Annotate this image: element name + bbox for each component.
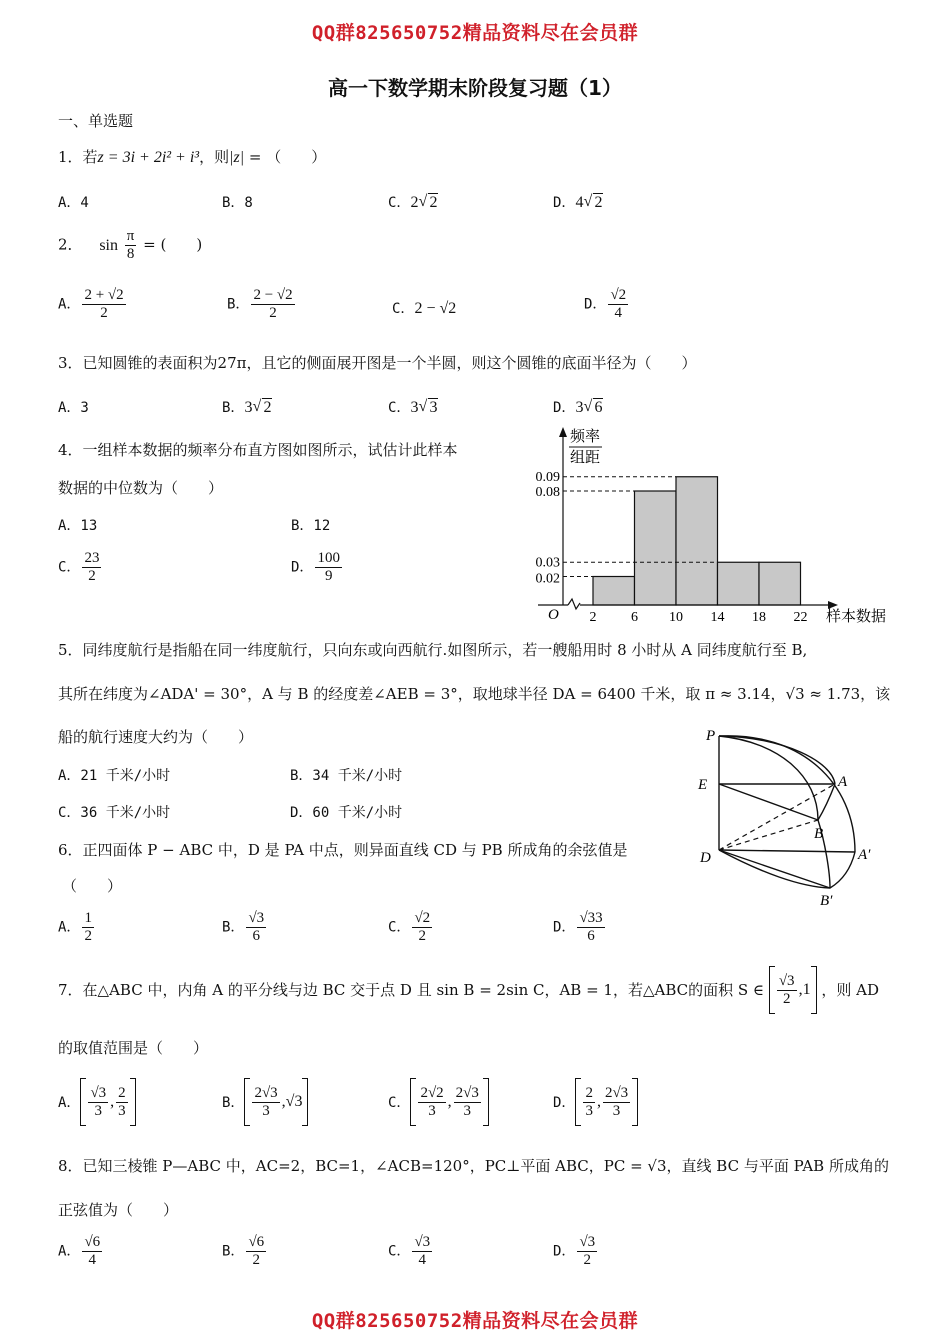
question-7-stem-line2: 的取值范围是（ ）: [58, 1039, 209, 1057]
q2-option-a[interactable]: A． $\frac{2 + √2}{2}$: [58, 287, 124, 321]
q2-option-b[interactable]: B． $\frac{2 - √2}{2}$: [227, 287, 293, 321]
q1-option-a[interactable]: A．4: [58, 195, 89, 211]
q8-option-a[interactable]: A． $\frac{√6}{4}$: [58, 1234, 101, 1268]
label-D: D: [700, 850, 711, 866]
question-5-stem-line1: 5．同纬度航行是指船在同一纬度航行，只向东或向西航行.如图所示，若一艘船用时 8 小时从 A 同纬度航行至 B,: [58, 641, 808, 659]
label-E: E: [698, 777, 708, 793]
histogram-bar-18-22: [759, 562, 801, 605]
question-4-stem-line1: 4．一组样本数据的频率分布直方图如图所示，试估计此样本: [58, 441, 458, 459]
q6-option-a[interactable]: A． $\frac{1}{2}$: [58, 910, 92, 944]
question-8-stem-line1: 8．已知三棱锥 P—ABC 中，AC=2，BC=1，∠ACB=120°，PC⊥平面 ABC，PC = √3，直线 BC 与平面 PAB 所成角的: [58, 1157, 889, 1175]
section-heading: 一、单选题: [58, 112, 134, 130]
question-2-stem: 2． sin $\frac{\pi}{8}$ = ( ): [58, 228, 203, 262]
q7-option-c[interactable]: C． $\frac{2√2}{3}$ , $\frac{2√3}{3}$: [388, 1078, 489, 1126]
histogram-xtick-label: 18: [752, 610, 766, 625]
q6-option-d[interactable]: D． $\frac{√33}{6}$: [553, 910, 603, 944]
question-7-stem-line1: 7．在△ABC 中，内角 A 的平分线与边 BC 交于点 D 且 sin B = 2sin C，AB = 1，若△ABC的面积 S ∈ $\frac{√3}{2}$ ,1 ，则 AD: [58, 966, 879, 1014]
q5-option-a[interactable]: A．21 千米/小时: [58, 768, 171, 784]
histogram-ytick-label: 0.09: [535, 469, 560, 485]
q4-option-a[interactable]: A．13: [58, 518, 98, 534]
histogram-xtick-label: 14: [710, 610, 725, 625]
q4-option-c[interactable]: C． $\frac{23}{2}$: [58, 550, 100, 584]
latitude-navigation-figure: [690, 722, 890, 912]
histogram-ytick-label: 0.02: [535, 571, 560, 587]
histogram-xtick-label: 10: [669, 610, 683, 625]
frequency-histogram: [520, 425, 900, 630]
q3-option-c[interactable]: C．3√ 3: [388, 397, 438, 417]
q3-option-d[interactable]: D．3√ 6: [553, 397, 603, 417]
dashed-DB: [719, 820, 818, 850]
question-3-stem: 3．已知圆锥的表面积为27π，且它的侧面展开图是一个半圆，则这个圆锥的底面半径为（ ）: [58, 354, 697, 372]
label-A-prime: A′: [858, 847, 871, 863]
q2-option-c[interactable]: C．2 − √2: [392, 300, 457, 317]
q1-option-d[interactable]: D．4√ 2: [553, 192, 603, 212]
q1-option-b[interactable]: B．8: [222, 195, 253, 211]
q6-option-b[interactable]: B． $\frac{√3}{6}$: [222, 910, 265, 944]
meridian-through-A: [719, 736, 835, 784]
question-5-stem-line3: 船的航行速度大约为（ ）: [58, 728, 254, 746]
header-banner: QQ群825650752精品资料尽在会员群: [311, 22, 639, 44]
q4-option-d[interactable]: D． $\frac{100}{9}$: [291, 550, 340, 584]
equator-arc: [719, 850, 855, 888]
q7-option-b[interactable]: B． $\frac{2√3}{3}$ ,√3: [222, 1078, 308, 1126]
arc-AB: [818, 784, 835, 820]
q3-option-b[interactable]: B．3√ 2: [222, 397, 272, 417]
q7-option-a[interactable]: A． $\frac{√3}{3}$ , $\frac{2}{3}$: [58, 1078, 136, 1126]
label-P: P: [706, 728, 716, 744]
q3-option-a[interactable]: A．3: [58, 400, 89, 416]
page-title: 高一下数学期末阶段复习题（1）: [328, 76, 622, 100]
q5-option-b[interactable]: B．34 千米/小时: [290, 768, 403, 784]
q1-option-c[interactable]: C．2√ 2: [388, 192, 438, 212]
histogram-xlabel: 样本数据: [826, 609, 887, 625]
label-A: A: [838, 774, 848, 790]
histogram-xtick-label: 22: [793, 610, 808, 625]
histogram-bar-14-18: [718, 562, 760, 605]
histogram-bar-10-14: [676, 477, 718, 605]
q4-option-b[interactable]: B．12: [291, 518, 331, 534]
histogram-ytick-label: 0.03: [535, 555, 560, 571]
question-8-stem-line2: 正弦值为（ ）: [58, 1201, 179, 1219]
q8-option-d[interactable]: D． $\frac{√3}{2}$: [553, 1234, 596, 1268]
q8-option-b[interactable]: B． $\frac{√6}{2}$: [222, 1234, 265, 1268]
question-1-stem: 1．若z = 3i + 2i² + i³，则|z| = （ ）: [58, 148, 327, 166]
q2-option-d[interactable]: D． $\frac{√2}{4}$: [584, 287, 627, 321]
q7-option-d[interactable]: D． $\frac{2}{3}$ , $\frac{2√3}{3}$: [553, 1078, 638, 1126]
question-4-stem-line2: 数据的中位数为（ ）: [58, 479, 224, 497]
q8-option-c[interactable]: C． $\frac{√3}{4}$: [388, 1234, 431, 1268]
histogram-bar-2-6: [593, 577, 635, 606]
footer-banner: QQ群825650752精品资料尽在会员群: [311, 1310, 639, 1332]
q5-option-d[interactable]: D．60 千米/小时: [290, 805, 403, 821]
label-B: B: [814, 826, 824, 842]
q6-option-c[interactable]: C． $\frac{√2}{2}$: [388, 910, 431, 944]
histogram-xtick-label: 6: [631, 610, 638, 625]
line-DA2: [719, 850, 855, 852]
line-DB2: [719, 850, 830, 888]
label-B-prime: B′: [820, 893, 833, 909]
outer-meridian-arc: [719, 736, 855, 852]
q5-option-c[interactable]: C．36 千米/小时: [58, 805, 171, 821]
question-6-stem-line2: （ ）: [62, 877, 123, 895]
histogram-ylabel-top: 频率: [570, 429, 601, 445]
histogram-xtick-label: 2: [589, 610, 597, 625]
question-5-stem-line2: 其所在纬度为∠ADA' = 30°，A 与 B 的经度差∠AEB = 3°，取地球半径 DA = 6400 千米，取 π ≈ 3.14，√3 ≈ 1.73，该: [58, 685, 891, 703]
histogram-origin-label: O: [548, 607, 559, 623]
histogram-bar-6-10: [635, 491, 677, 605]
histogram-ylabel-bottom: 组距: [570, 450, 601, 466]
question-6-stem-line1: 6．正四面体 P − ABC 中，D 是 PA 中点，则异面直线 CD 与 PB 所成角的余弦值是: [58, 841, 628, 859]
histogram-ytick-label: 0.08: [535, 485, 560, 500]
line-EB: [719, 784, 818, 820]
